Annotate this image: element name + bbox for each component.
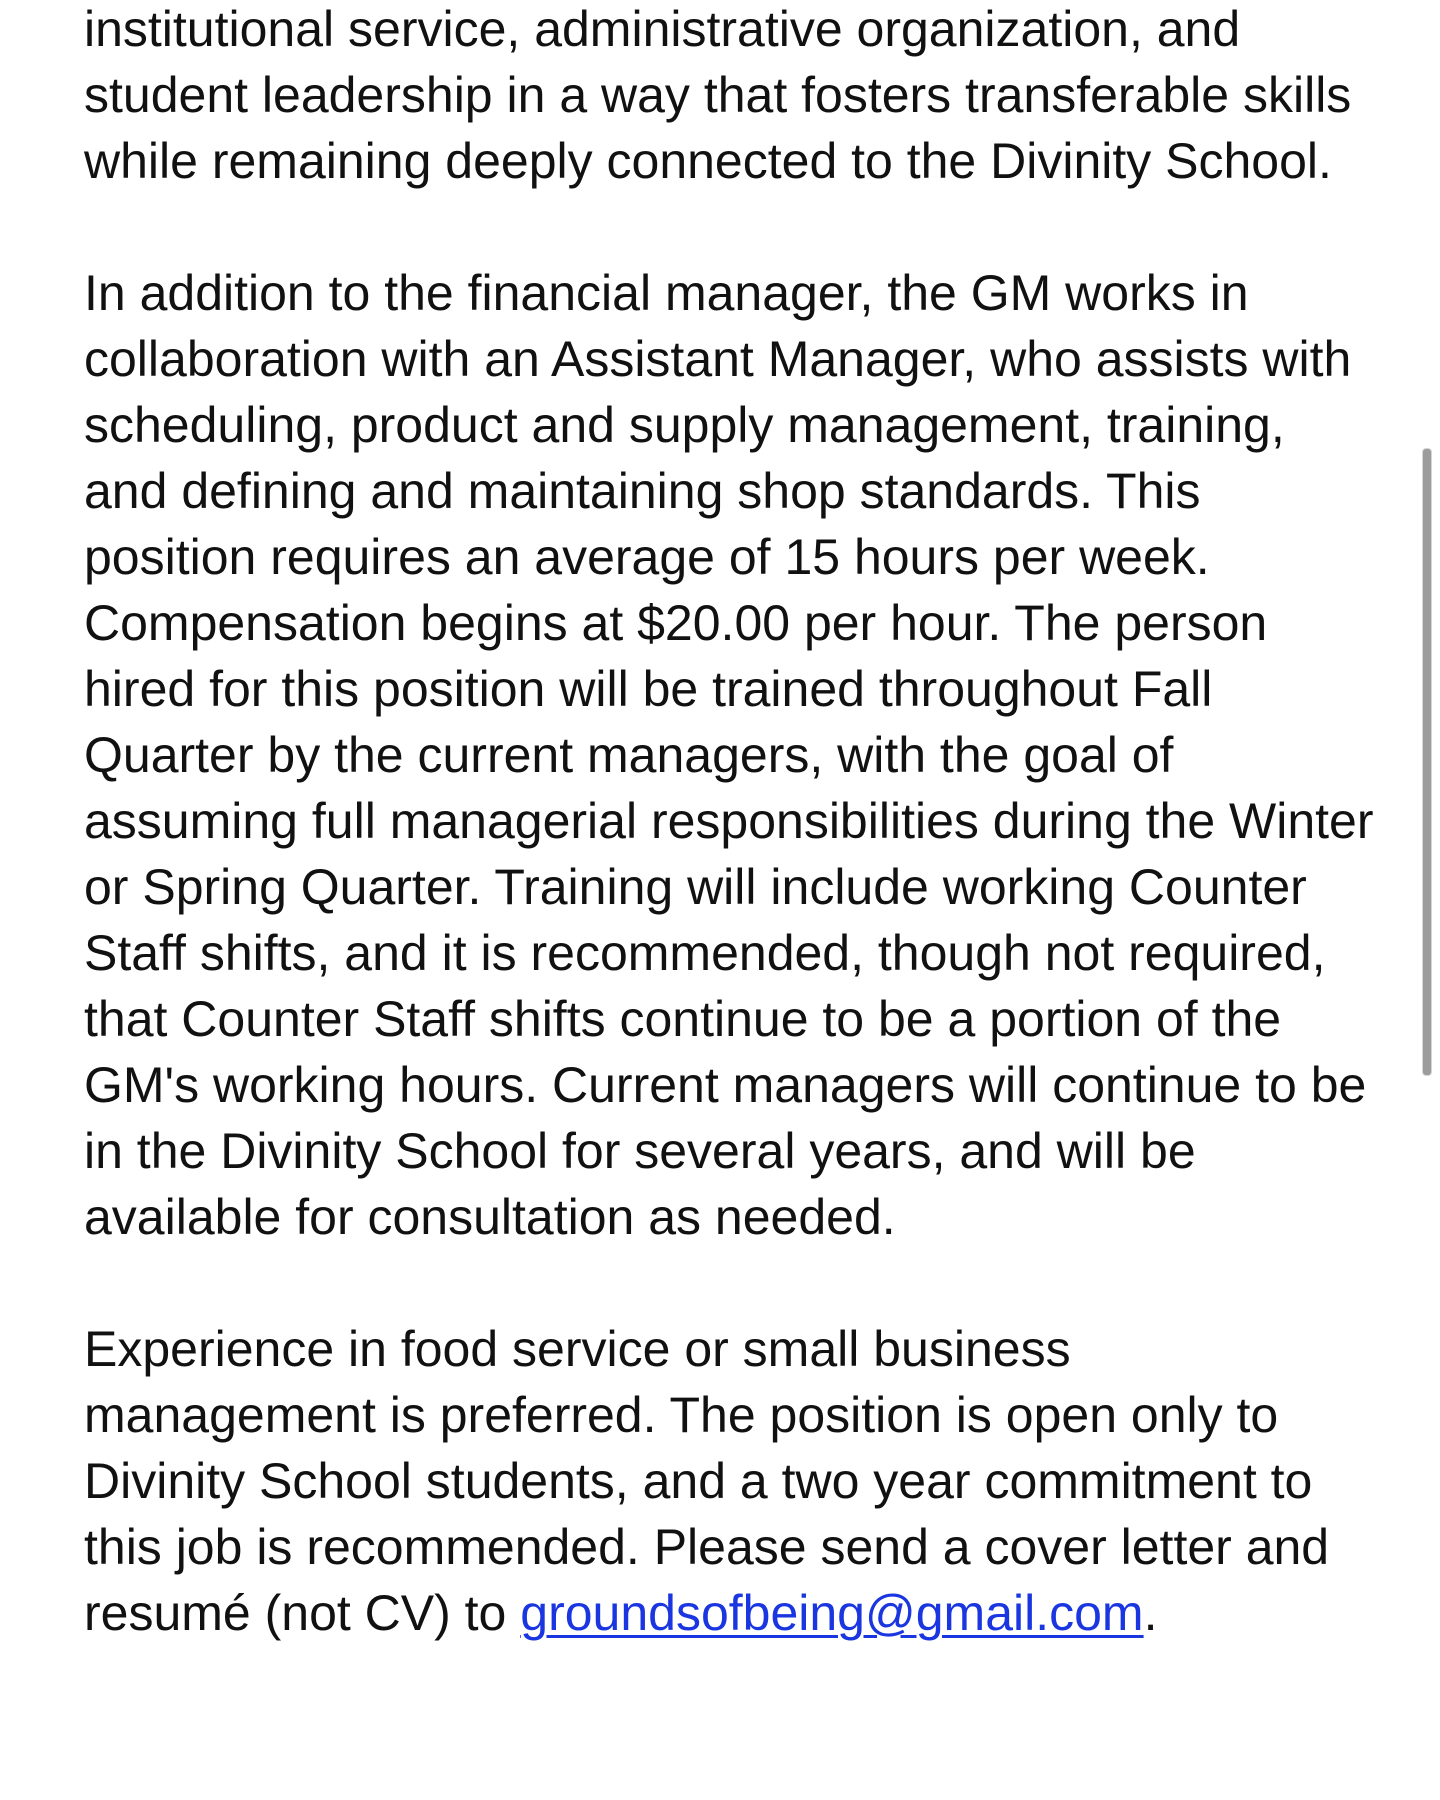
scrollbar-thumb[interactable] [1422,448,1432,1076]
email-body [84,0,1374,1646]
paragraph-position-details: In addition to the financial manager, the GM works in collaboration with an Assistant Manager, who assists with scheduling, product and supply management, training, and defining and maintaining shop standards. This position requires an average of 15 hours per week. Compensation begins at $20.00 per hour. The person hired for this position will be trained throughout Fall Quarter by the current managers, with the goal of assuming full managerial responsibilities during the Winter or Spring Quarter. Training will include working Counter Staff shifts, and it is recommended, though not required, that Counter Staff shifts continue to be a portion of the GM's working hours. Current managers will continue to be in the Divinity School for several years, and will be available for consultation as needed. [84,265,1374,1245]
email-link[interactable]: groundsofbeing@gmail.com [520,1585,1144,1641]
paragraph-institutional-service: institutional service, administrative organization, and student leadership in a way that fosters transferable skills while remaining deeply connected to the Divinity School. [84,1,1352,189]
application-text: Experience in food service or small business management is preferred. The position is open only to Divinity School students, and a two year commitment to this job is recommended. Please send a cover letter and resumé (not CV) to [84,1321,1330,1641]
closing-period: . [1143,1585,1158,1641]
vertical-scrollbar[interactable] [1422,448,1432,1074]
paragraph-application-instructions [84,1316,1374,1646]
